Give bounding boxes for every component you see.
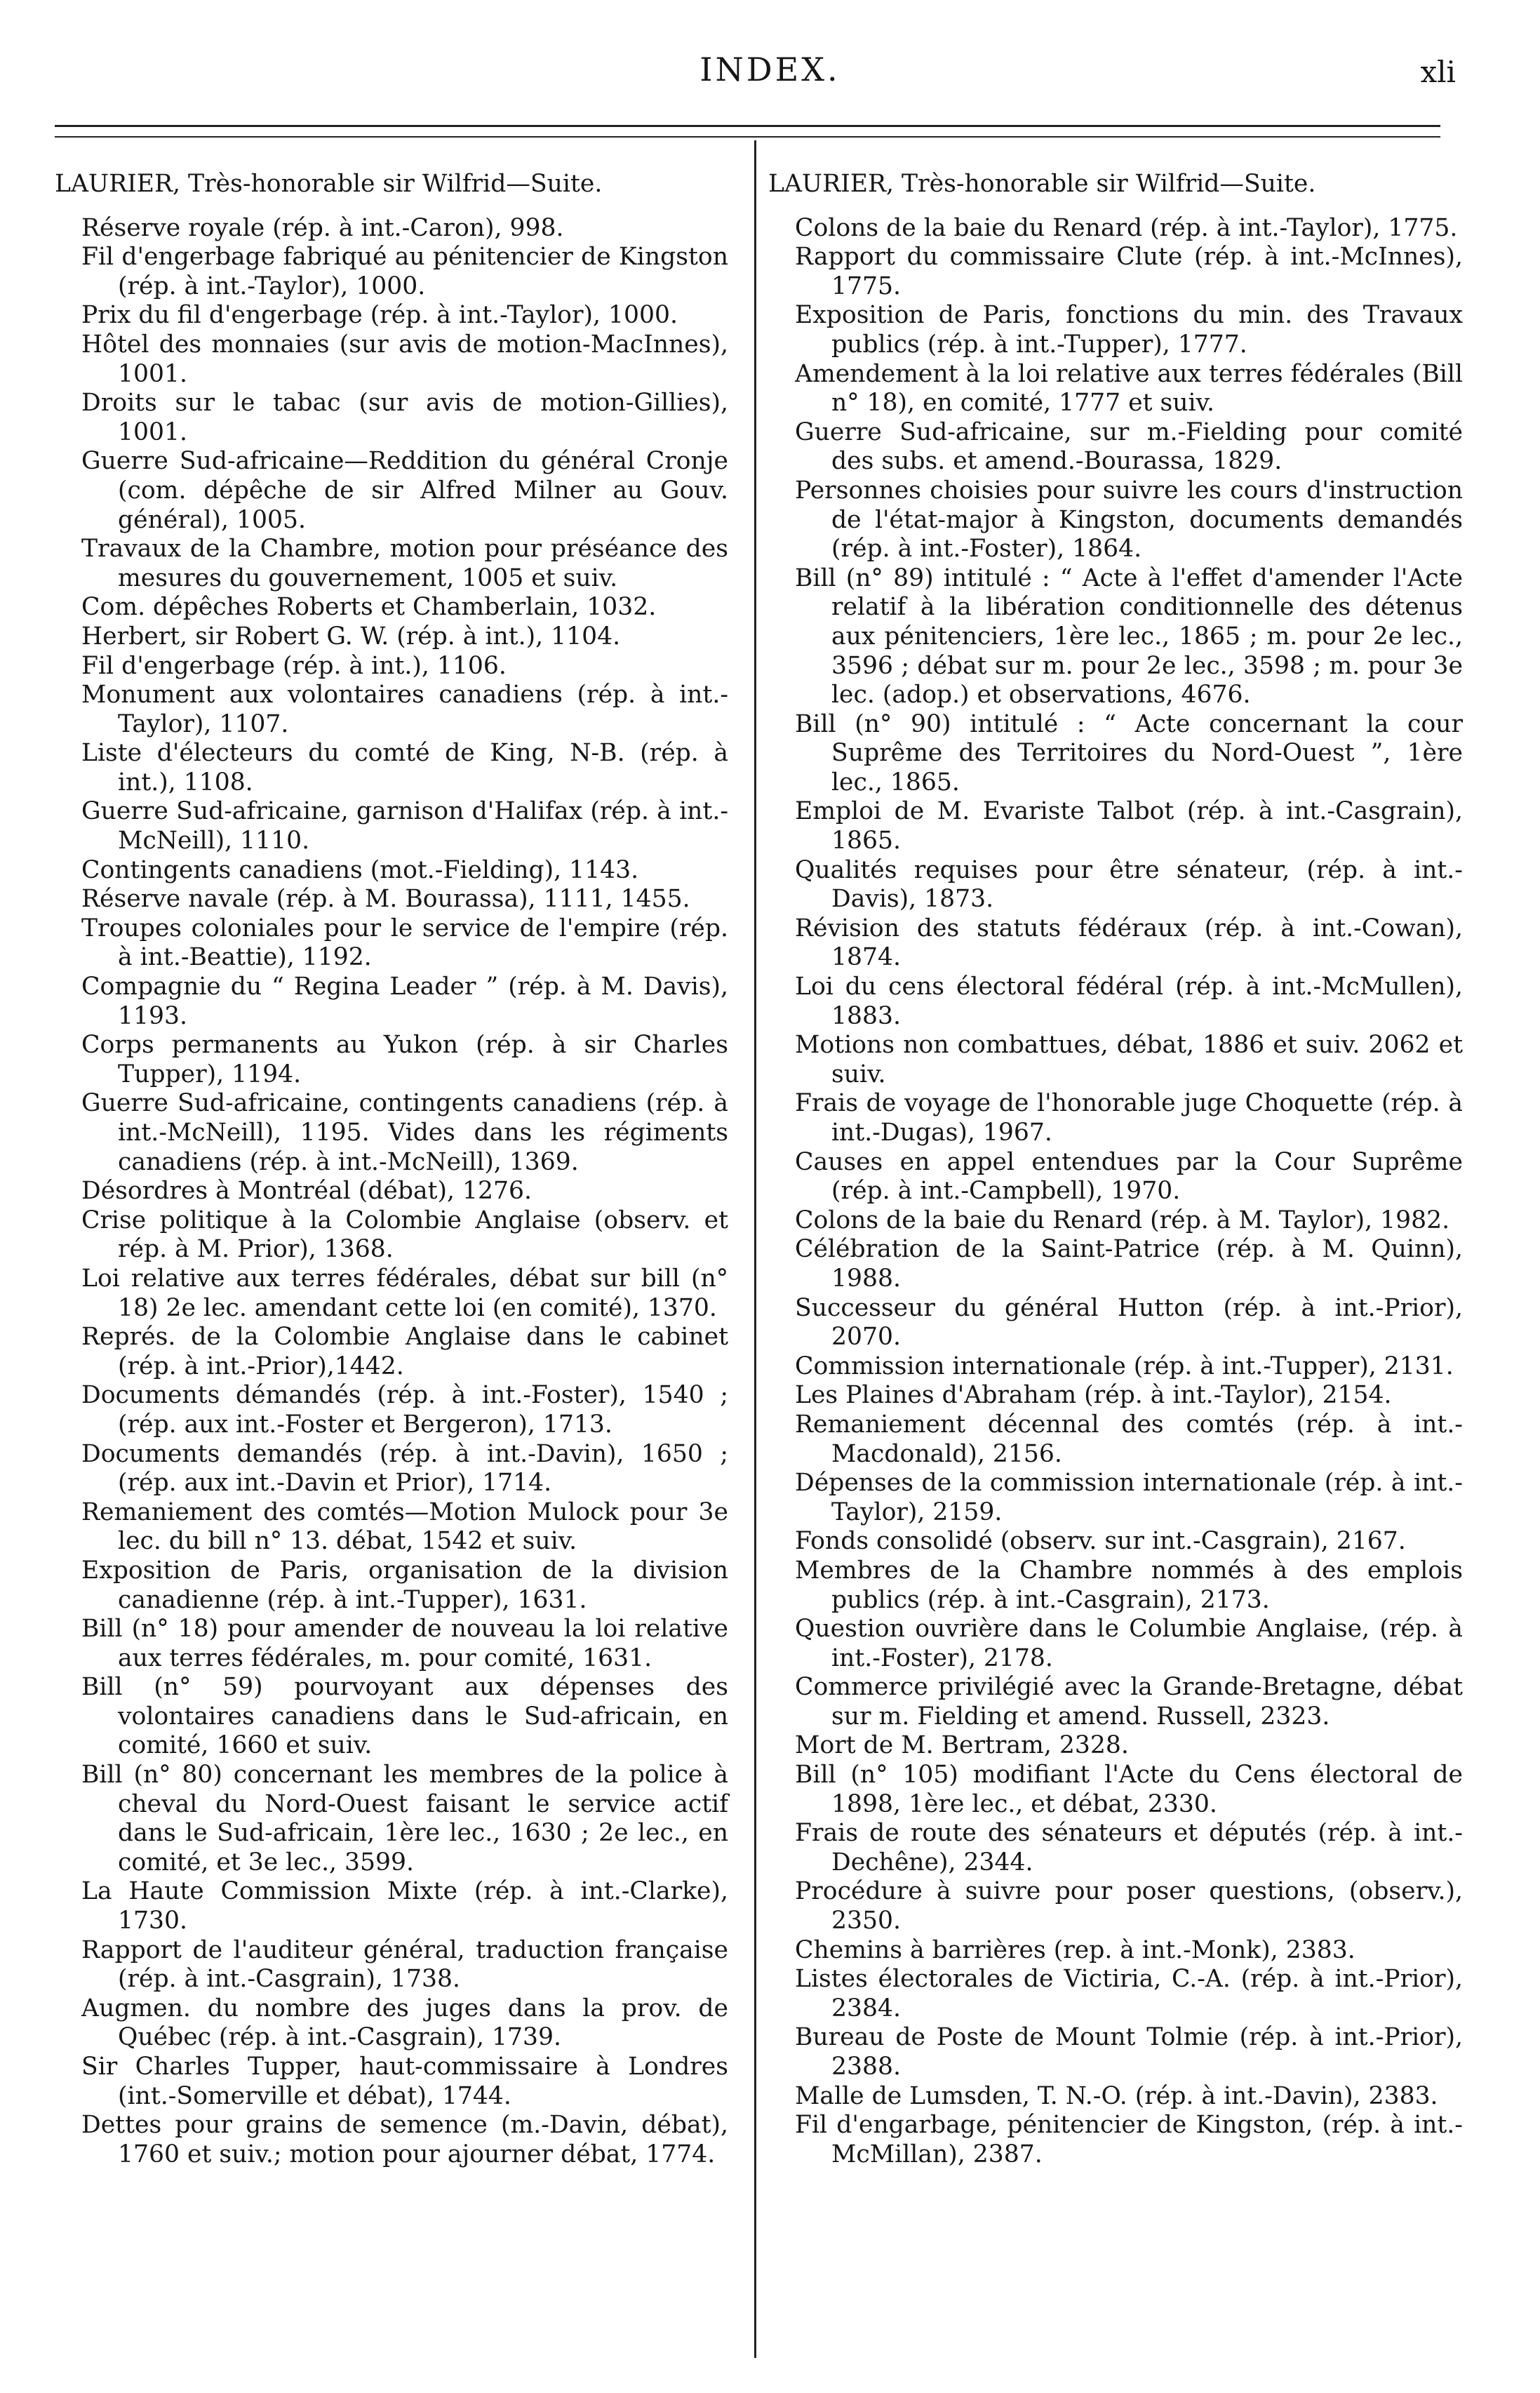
index-entry: Amendement à la loi relative aux terres fédérales (Bill n° 18), en comité, 1777 et suiv. (795, 359, 1463, 418)
index-entry: Bill (n° 80) concernant les membres de la police à cheval du Nord-Ouest faisant le service actif dans le Sud-africain, 1ère lec., 1630 ; 2e lec., en comité, et 3e lec., 3599. (81, 1761, 728, 1877)
index-entry: Bill (n° 105) modifiant l'Acte du Cens électoral de 1898, 1ère lec., et débat, 2330. (795, 1761, 1463, 1818)
index-entry: Motions non combattues, débat, 1886 et suiv. 2062 et suiv. (795, 1031, 1463, 1088)
left-entry-list (55, 214, 728, 2170)
index-entry: Bill (n° 18) pour amender de nouveau la loi relative aux terres fédérales, m. pour comité, 1631. (81, 1615, 728, 1672)
index-entry: Membres de la Chambre nommés à des emplois publics (rép. à int.-Casgrain), 2173. (795, 1556, 1463, 1614)
index-entry: Personnes choisies pour suivre les cours d'instruction de l'état-major à Kingston, documents demandés (rép. à int.-Foster), 1864. (795, 476, 1463, 564)
index-entry: Mort de M. Bertram, 2328. (795, 1731, 1129, 1760)
index-entry: Causes en appel entendues par la Cour Suprême (rép. à int.-Campbell), 1970. (795, 1147, 1463, 1206)
index-entry: Successeur du général Hutton (rép. à int.-Prior), 2070. (795, 1293, 1463, 1352)
index-entry: Rapport du commissaire Clute (rép. à int.-McInnes), 1775. (795, 243, 1463, 300)
index-entry: Colons de la baie du Renard (rép. à int.-Taylor), 1775. (795, 213, 1458, 242)
index-entry: Bill (n° 59) pourvoyant aux dépenses des volontaires canadiens dans le Sud-africain, en comité, 1660 et suiv. (81, 1673, 728, 1760)
index-entry: Com. dépêches Roberts et Chamberlain, 1032. (81, 593, 657, 622)
right-column-heading: LAURIER, Très-honorable sir Wilfrid—Suite. (768, 170, 1316, 198)
index-entry: Malle de Lumsden, T. N.-O. (rép. à int.-Davin), 2383. (795, 2081, 1438, 2110)
left-column-heading: LAURIER, Très-honorable sir Wilfrid—Suite. (55, 170, 603, 198)
index-entry: Crise politique à la Colombie Anglaise (observ. et rép. à M. Prior), 1368. (81, 1206, 728, 1264)
index-entry: Chemins à barrières (rep. à int.-Monk), 2383. (795, 1935, 1355, 1964)
index-entry: Fonds consolidé (observ. sur int.-Casgrain), 2167. (795, 1527, 1406, 1556)
right-column (768, 170, 1463, 2169)
index-entry: Représ. de la Colombie Anglaise dans le cabinet (rép. à int.-Prior),1442. (81, 1323, 728, 1380)
index-entry: Dépenses de la commission internationale (rép. à int.-Taylor), 2159. (795, 1469, 1463, 1526)
page-title: INDEX. (699, 51, 841, 88)
index-entry: Réserve royale (rép. à int.-Caron), 998. (81, 213, 564, 242)
index-entry: Question ouvrière dans le Columbie Anglaise, (rép. à int.-Foster), 2178. (795, 1615, 1463, 1672)
index-entry: Emploi de M. Evariste Talbot (rép. à int.-Casgrain), 1865. (795, 797, 1463, 855)
index-entry: Liste d'électeurs du comté de King, N-B. (rép. à int.), 1108. (81, 739, 728, 796)
index-entry: Guerre Sud-africaine—Reddition du général Cronje (com. dépêche de sir Alfred Milner au Gouv. général), 1005. (81, 447, 728, 534)
index-entry: Guerre Sud-africaine, contingents canadiens (rép. à int.-McNeill), 1195. Vides dans les régiments canadiens (rép. à int.-McNeill), 1369. (81, 1089, 728, 1176)
index-entry: Exposition de Paris, fonctions du min. des Travaux publics (rép. à int.-Tupper), 1777. (795, 301, 1463, 359)
index-entry: Guerre Sud-africaine, garnison d'Halifax (rép. à int.-McNeill), 1110. (81, 797, 728, 855)
right-entry-list (768, 214, 1463, 2170)
index-entry: Exposition de Paris, organisation de la division canadienne (rép. à int.-Tupper), 1631. (81, 1556, 728, 1614)
header-rule-bottom (55, 136, 1440, 138)
index-entry: Fil d'engarbage, pénitencier de Kingston, (rép. à int.-McMillan), 2387. (795, 2111, 1463, 2168)
index-entry: Documents démandés (rép. à int.-Foster), 1540 ; (rép. aux int.-Foster et Bergeron), 1713. (81, 1381, 728, 1439)
index-entry: Prix du fil d'engerbage (rép. à int.-Taylor), 1000. (81, 301, 678, 330)
index-entry: Commission internationale (rép. à int.-Tupper), 2131. (795, 1352, 1454, 1380)
index-entry: Colons de la baie du Renard (rép. à M. Taylor), 1982. (795, 1206, 1450, 1234)
index-entry: Herbert, sir Robert G. W. (rép. à int.), 1104. (81, 622, 621, 651)
index-entry: Compagnie du “ Regina Leader ” (rép. à M. Davis), 1193. (81, 973, 728, 1030)
index-entry: Fil d'engerbage fabriqué au pénitencier de Kingston (rép. à int.-Taylor), 1000. (81, 243, 728, 300)
index-entry: Réserve navale (rép. à M. Bourassa), 1111, 1455. (81, 885, 690, 914)
index-entry: Révision des statuts fédéraux (rép. à int.-Cowan), 1874. (795, 914, 1463, 972)
index-entry: Bill (n° 90) intitulé : “ Acte concernant la cour Suprême des Territoires du Nord-Ouest ”, 1ère lec., 1865. (795, 709, 1463, 796)
index-entry: Fil d'engerbage (rép. à int.), 1106. (81, 651, 507, 680)
index-entry: Qualités requises pour être sénateur, (rép. à int.-Davis), 1873. (795, 855, 1463, 914)
index-entry: Rapport de l'auditeur général, traduction française (rép. à int.-Casgrain), 1738. (81, 1935, 728, 1994)
header-rule-top (55, 125, 1440, 127)
index-entry: Sir Charles Tupper, haut-commissaire à Londres (int.-Somerville et débat), 1744. (81, 2053, 728, 2110)
left-column (55, 170, 728, 2169)
page-number: xli (1420, 55, 1456, 89)
index-entry: Procédure à suivre pour poser questions, (observ.), 2350. (795, 1877, 1463, 1935)
index-entry: Loi relative aux terres fédérales, débat sur bill (n° 18) 2e lec. amendant cette loi (en comité), 1370. (81, 1264, 728, 1322)
index-entry: Frais de route des sénateurs et députés (rép. à int.-Dechêne), 2344. (795, 1819, 1463, 1877)
index-entry: Hôtel des monnaies (sur avis de motion-MacInnes), 1001. (81, 330, 728, 388)
index-entry: Remaniement des comtés—Motion Mulock pour 3e lec. du bill n° 13. débat, 1542 et suiv. (81, 1498, 728, 1556)
index-entry: La Haute Commission Mixte (rép. à int.-Clarke), 1730. (81, 1877, 728, 1935)
index-entry: Bill (n° 89) intitulé : “ Acte à l'effet d'amender l'Acte relatif à la libération conditionnelle des détenus aux pénitenciers, 1ère lec., 1865 ; m. pour 2e lec., 3596 ; débat sur m. pour 2e lec., 3598 ; m. pour 3e lec. (adop.) et observations, 4676. (795, 564, 1463, 709)
index-entry: Listes électorales de Victiria, C.-A. (rép. à int.-Prior), 2384. (795, 1965, 1463, 2022)
index-entry: Corps permanents au Yukon (rép. à sir Charles Tupper), 1194. (81, 1031, 728, 1088)
index-entry: Documents demandés (rép. à int.-Davin), 1650 ; (rép. aux int.-Davin et Prior), 1714. (81, 1439, 728, 1498)
index-entry: Les Plaines d'Abraham (rép. à int.-Taylor), 2154. (795, 1381, 1392, 1410)
index-entry: Bureau de Poste de Mount Tolmie (rép. à int.-Prior), 2388. (795, 2023, 1463, 2081)
column-divider (754, 140, 756, 2358)
index-entry: Frais de voyage de l'honorable juge Choquette (rép. à int.-Dugas), 1967. (795, 1089, 1463, 1147)
index-entry: Commerce privilégié avec la Grande-Bretagne, débat sur m. Fielding et amend. Russell, 2323. (795, 1673, 1463, 1731)
index-entry: Troupes coloniales pour le service de l'empire (rép. à int.-Beattie), 1192. (81, 914, 728, 972)
index-entry: Contingents canadiens (mot.-Fielding), 1143. (81, 855, 639, 884)
index-entry: Monument aux volontaires canadiens (rép. à int.-Taylor), 1107. (81, 681, 728, 738)
index-entry: Loi du cens électoral fédéral (rép. à int.-McMullen), 1883. (795, 973, 1463, 1030)
index-entry: Dettes pour grains de semence (m.-Davin, débat), 1760 et suiv.; motion pour ajourner débat, 1774. (81, 2111, 728, 2168)
index-entry: Augmen. du nombre des juges dans la prov. de Québec (rép. à int.-Casgrain), 1739. (81, 1994, 728, 2052)
index-entry: Travaux de la Chambre, motion pour préséance des mesures du gouvernement, 1005 et suiv. (81, 535, 728, 592)
index-entry: Droits sur le tabac (sur avis de motion-Gillies), 1001. (81, 389, 728, 446)
index-entry: Guerre Sud-africaine, sur m.-Fielding pour comité des subs. et amend.-Bourassa, 1829. (795, 418, 1463, 476)
index-entry: Célébration de la Saint-Patrice (rép. à M. Quinn), 1988. (795, 1235, 1463, 1293)
index-entry: Désordres à Montréal (débat), 1276. (81, 1177, 532, 1206)
index-entry: Remaniement décennal des comtés (rép. à int.-Macdonald), 2156. (795, 1410, 1463, 1468)
